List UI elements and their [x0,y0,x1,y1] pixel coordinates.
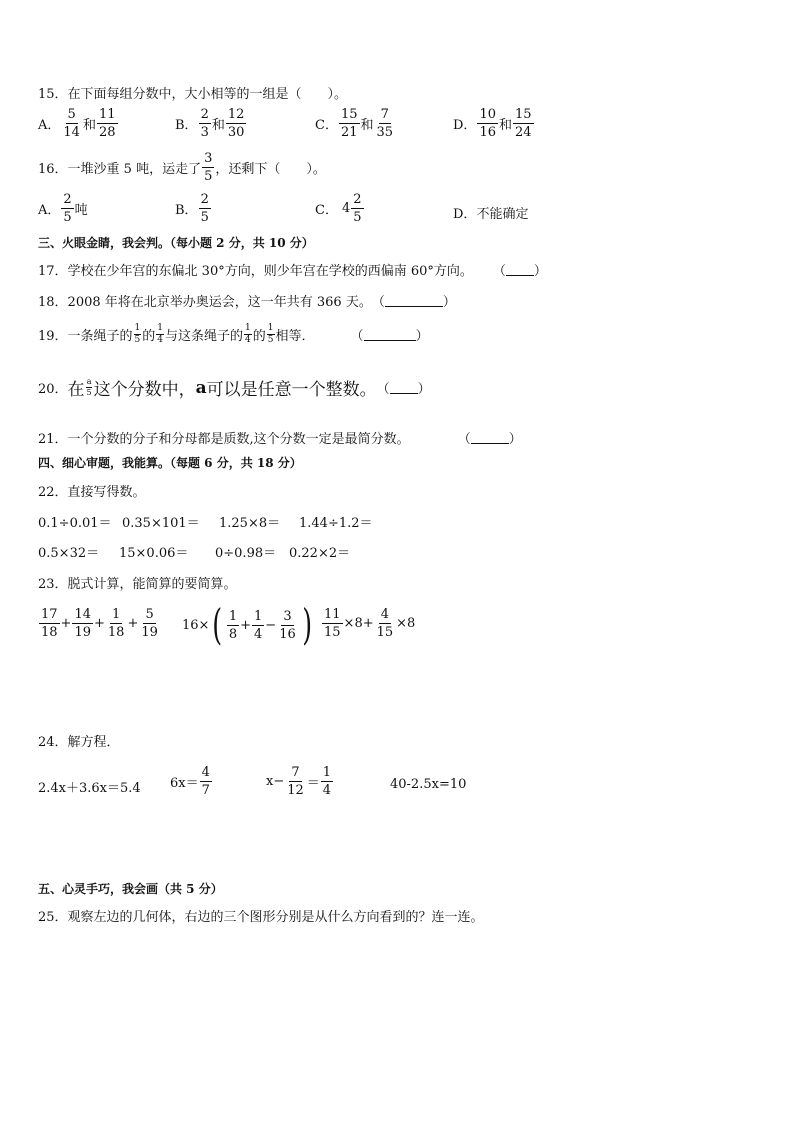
q15-option-c: C． $\frac{15}{21}$ 和 $\frac{7}{35}$ [315,107,394,140]
q21: 21．一个分数的分子和分母都是质数,这个分数一定是最简分数。 （ ） [38,432,522,447]
q15-option-a: A． $\frac{5}{14}$ 和 $\frac{11}{28}$ [38,107,116,140]
q15-option-b: B． $\frac{2}{3}$ 和 $\frac{12}{30}$ [175,107,245,140]
q18: 18．2008 年将在北京举办奥运会，这一年共有 366 天。 （ ） [38,295,456,310]
q21-answer-blank[interactable] [471,431,509,444]
section-4-heading: 四、细心审题，我能算。（每题 6 分，共 18 分） [38,456,302,470]
q16-stem: 16．一堆沙重 5 吨，运走了 $\frac{3}{5}$ ，还剩下（ ）。 [38,151,326,184]
q16-option-a: A． $\frac{2}{5}$ 吨 [38,192,88,225]
q22-item: 0.35×101＝ [122,516,200,531]
q18-answer-blank[interactable] [385,294,443,307]
q22-item: 0.22×2＝ [289,546,351,561]
q24-equation-3: x− $\frac{7}{12}$ ＝ $\frac{1}{4}$ [266,765,332,798]
q24-equation-2: 6x＝ $\frac{4}{7}$ [170,765,210,798]
q19-answer-blank[interactable] [364,328,416,341]
q22-item: 15×0.06＝ [119,546,189,561]
q22-item: 0÷0.98＝ [215,546,277,561]
q17: 17．学校在少年宫的东偏北 30°方向，则少年宫在学校的西偏南 60°方向。 （ ） [38,264,547,279]
q16-option-b: B． $\frac{2}{5}$ [175,192,209,225]
q19: 19．一条绳子的 $\frac{1}{5}$ 的 $\frac{1}{4}$ 与这条绳子的 $\frac{1}{4}$ 的 $\frac{1}{5}$ 相等． （ ） [38,323,429,345]
q24-equation-1: 2.4x＋3.6x＝5.4 [38,781,141,796]
q17-answer-blank[interactable] [506,263,534,276]
q23-expression-2: 16× ( $\frac{1}{8}$ + $\frac{1}{4}$ − $\frac{3}{16}$ ) [182,600,312,649]
q15-stem: 15．在下面每组分数中，大小相等的一组是（ ）。 [38,87,348,102]
q22-item: 0.1÷0.01＝ [38,516,112,531]
q20: 20． 在 $\frac{a}{5}$ 这个分数中， a 可以是任意一个整数。 （ ） [38,377,431,400]
q23-expression-1: $\frac{17}{18}$ + $\frac{14}{19}$ + $\frac{1}{18}$ + $\frac{5}{19}$ [41,607,158,640]
q20-answer-blank[interactable] [390,381,418,394]
q15-option-d: D． $\frac{10}{16}$ 和 $\frac{15}{24}$ [453,107,532,140]
q22-title: 22．直接写得数。 [38,485,146,500]
q23-expression-3: $\frac{11}{15}$ ×8+ $\frac{4}{15}$ ×8 [324,607,416,640]
q16-option-c: C． 4 $\frac{2}{5}$ [315,192,362,225]
q24-equation-4: 40-2.5x=10 [390,777,467,792]
q24-title: 24．解方程． [38,735,120,750]
section-3-heading: 三、火眼金睛，我会判。（每小题 2 分，共 10 分） [38,236,314,250]
q22-item: 1.25×8＝ [219,516,281,531]
q22-item: 1.44÷1.2＝ [299,516,373,531]
q25-text: 25．观察左边的几何体，右边的三个图形分别是从什么方向看到的？连一连。 [38,910,484,925]
q16-option-d: D． 不能确定 [453,207,529,222]
q23-title: 23．脱式计算，能简算的要简算。 [38,577,237,592]
q22-item: 0.5×32＝ [38,546,100,561]
section-5-heading: 五、心灵手巧，我会画（共 5 分） [38,882,223,896]
